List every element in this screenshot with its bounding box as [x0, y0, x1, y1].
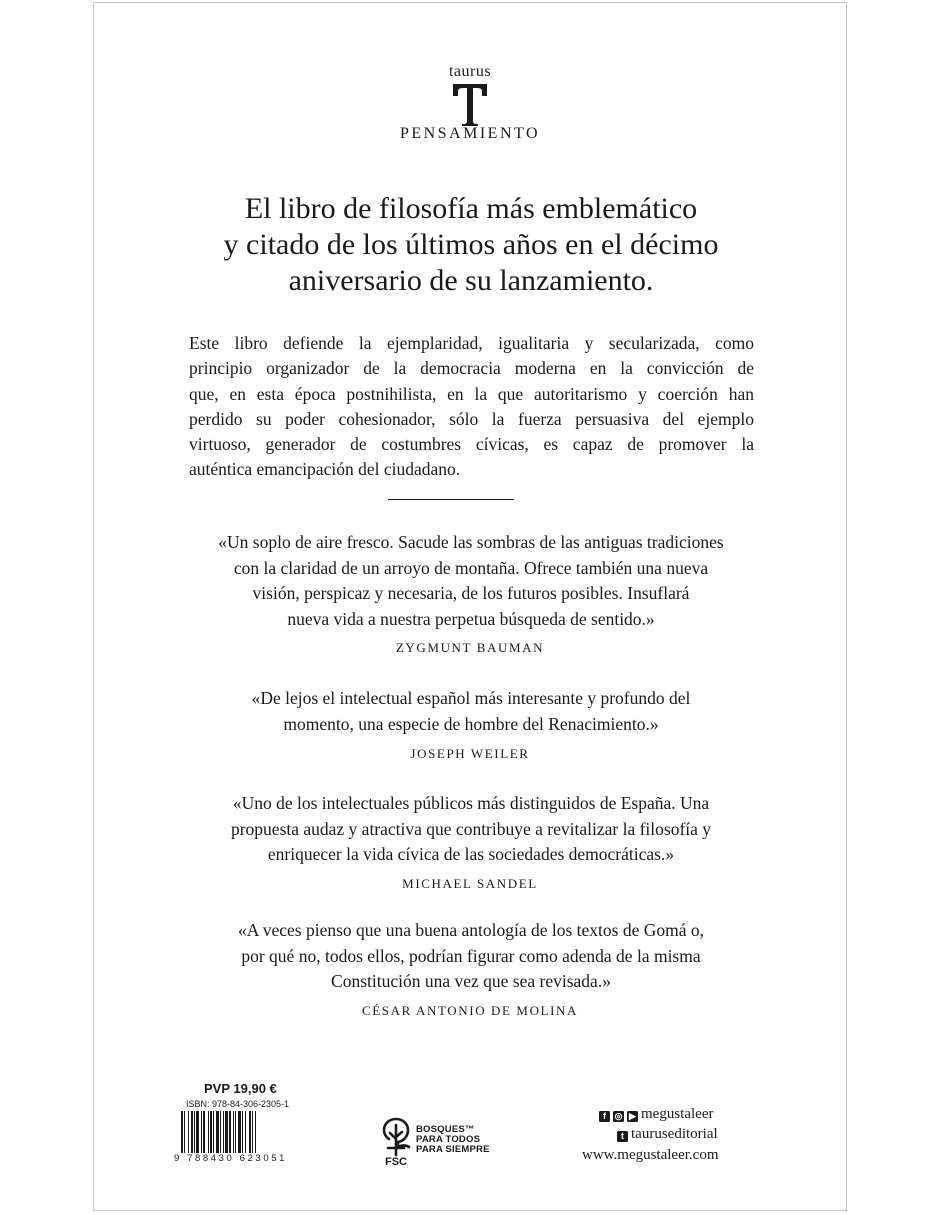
social-handle[interactable]: megustaleer — [641, 1106, 714, 1122]
barcode-bar — [235, 1111, 236, 1157]
book-description — [189, 331, 754, 483]
quote-line: por qué no, todos ellos, podrían figurar como adenda de la misma — [241, 945, 701, 966]
barcode-bar — [188, 1111, 189, 1157]
description-line: Este libro defiende la ejemplaridad, igualitaria y secularizada, como — [189, 333, 754, 353]
taurus-logo-icon — [450, 83, 490, 127]
barcode-bar — [181, 1111, 183, 1157]
quote-author: ZYGMUNT BAUMAN — [395, 640, 545, 655]
facebook-icon[interactable]: f — [599, 1111, 610, 1122]
quote-line: «De lejos el intelectual español más interesante y profundo del — [251, 688, 691, 708]
fsc-tagline-line: BOSQUES™ — [416, 1124, 475, 1135]
barcode-bar — [229, 1111, 231, 1157]
publisher-name: taurus — [448, 63, 492, 80]
barcode-bar — [201, 1111, 202, 1157]
quote-author: CÉSAR ANTONIO DE MOLINA — [361, 1003, 579, 1018]
barcode-bar — [213, 1111, 214, 1157]
barcode-bar — [191, 1111, 193, 1157]
quote-line: nueva vida a nuestra perpetua búsqueda de sentido.» — [287, 608, 655, 629]
headline-line: y citado de los últimos años en el décimo — [223, 228, 719, 261]
quote-author: MICHAEL SANDEL — [402, 876, 538, 891]
fsc-tagline-line: PARA TODOS — [416, 1134, 481, 1145]
description-line: virtuoso, generador de costumbres cívicas, es capaz de promover la — [189, 434, 754, 455]
barcode-bar — [255, 1111, 256, 1157]
quote-line: con la claridad de un arroyo de montaña. Ofrece también una nueva — [233, 557, 709, 578]
description-line: que, en esta época postnihilista, en la que autoritarismo y coerción han — [189, 383, 754, 404]
social-handle[interactable]: tauruseditorial — [631, 1126, 718, 1142]
barcode-bar — [225, 1111, 228, 1157]
instagram-icon[interactable]: ◎ — [614, 1111, 623, 1121]
quote-sandel — [134, 791, 808, 868]
youtube-icon[interactable]: ▶ — [627, 1111, 638, 1122]
barcode-bar — [223, 1111, 224, 1157]
barcode-number: 9 788430 623051 — [174, 1153, 287, 1164]
quote-line: propuesta audaz y atractiva que contribuye a revitalizar la filosofía y — [230, 818, 712, 839]
description-line: principio organizador de la democracia moderna en la convicción de — [189, 358, 754, 379]
divider — [388, 499, 514, 500]
barcode-bar — [249, 1111, 251, 1157]
quote-line: visión, perspicaz y necesaria, de los futuros posibles. Insuflará — [252, 583, 690, 603]
collection-name: PENSAMIENTO — [399, 125, 541, 142]
website-link[interactable]: www.megustaleer.com — [582, 1147, 719, 1163]
quote-weiler — [134, 686, 808, 737]
barcode-bar — [216, 1111, 219, 1157]
fsc-tagline — [416, 1125, 490, 1155]
price: PVP 19,90 € — [204, 1081, 277, 1096]
twitter-icon[interactable]: t — [617, 1131, 628, 1142]
barcode-bar — [208, 1111, 209, 1157]
barcode-bar — [233, 1111, 234, 1157]
fsc-tree-icon — [376, 1115, 416, 1167]
barcode-bar — [252, 1111, 253, 1157]
barcode-bar — [242, 1111, 243, 1157]
barcode-bar — [184, 1111, 185, 1157]
back-cover — [93, 2, 847, 1211]
quote-line: «Uno de los intelectuales públicos más distinguidos de España. Una — [232, 793, 710, 813]
fsc-mark: FSC — [385, 1156, 407, 1167]
social-row-1 — [599, 1106, 713, 1123]
description-line: auténtica emancipación del ciudadano. — [189, 459, 461, 480]
quote-molina — [134, 918, 808, 995]
barcode-bar — [220, 1111, 221, 1157]
barcode-bar — [245, 1111, 246, 1157]
headline-line: aniversario de su lanzamiento. — [288, 264, 654, 297]
barcode-bar — [238, 1111, 241, 1157]
quote-line: enriquecer la vida cívica de las sociedades democráticas.» — [267, 844, 675, 864]
quote-line: «A veces pienso que una buena antología de los textos de Gomá o, — [237, 920, 705, 940]
quote-line: momento, una especie de hombre del Renacimiento.» — [283, 713, 659, 734]
headline — [169, 191, 773, 299]
description-line: perdido su poder cohesionador, sólo la fuerza persuasiva del ejemplo — [189, 408, 754, 429]
social-row-2 — [617, 1126, 718, 1143]
quote-bauman — [134, 530, 808, 632]
barcode-bar — [194, 1111, 195, 1157]
barcode-bar — [210, 1111, 212, 1157]
quote-line: «Un soplo de aire fresco. Sacude las sombras de las antiguas tradiciones — [218, 532, 724, 552]
fsc-tagline-line: PARA SIEMPRE — [416, 1144, 490, 1155]
quote-author: JOSEPH WEILER — [410, 746, 530, 761]
barcode-bar — [196, 1111, 199, 1157]
quote-line: Constitución una vez que sea revisada.» — [331, 971, 611, 991]
barcode-bar — [203, 1111, 205, 1157]
headline-line: El libro de filosofía más emblemático — [244, 192, 698, 225]
isbn: ISBN: 978-84-306-2305-1 — [186, 1099, 290, 1109]
